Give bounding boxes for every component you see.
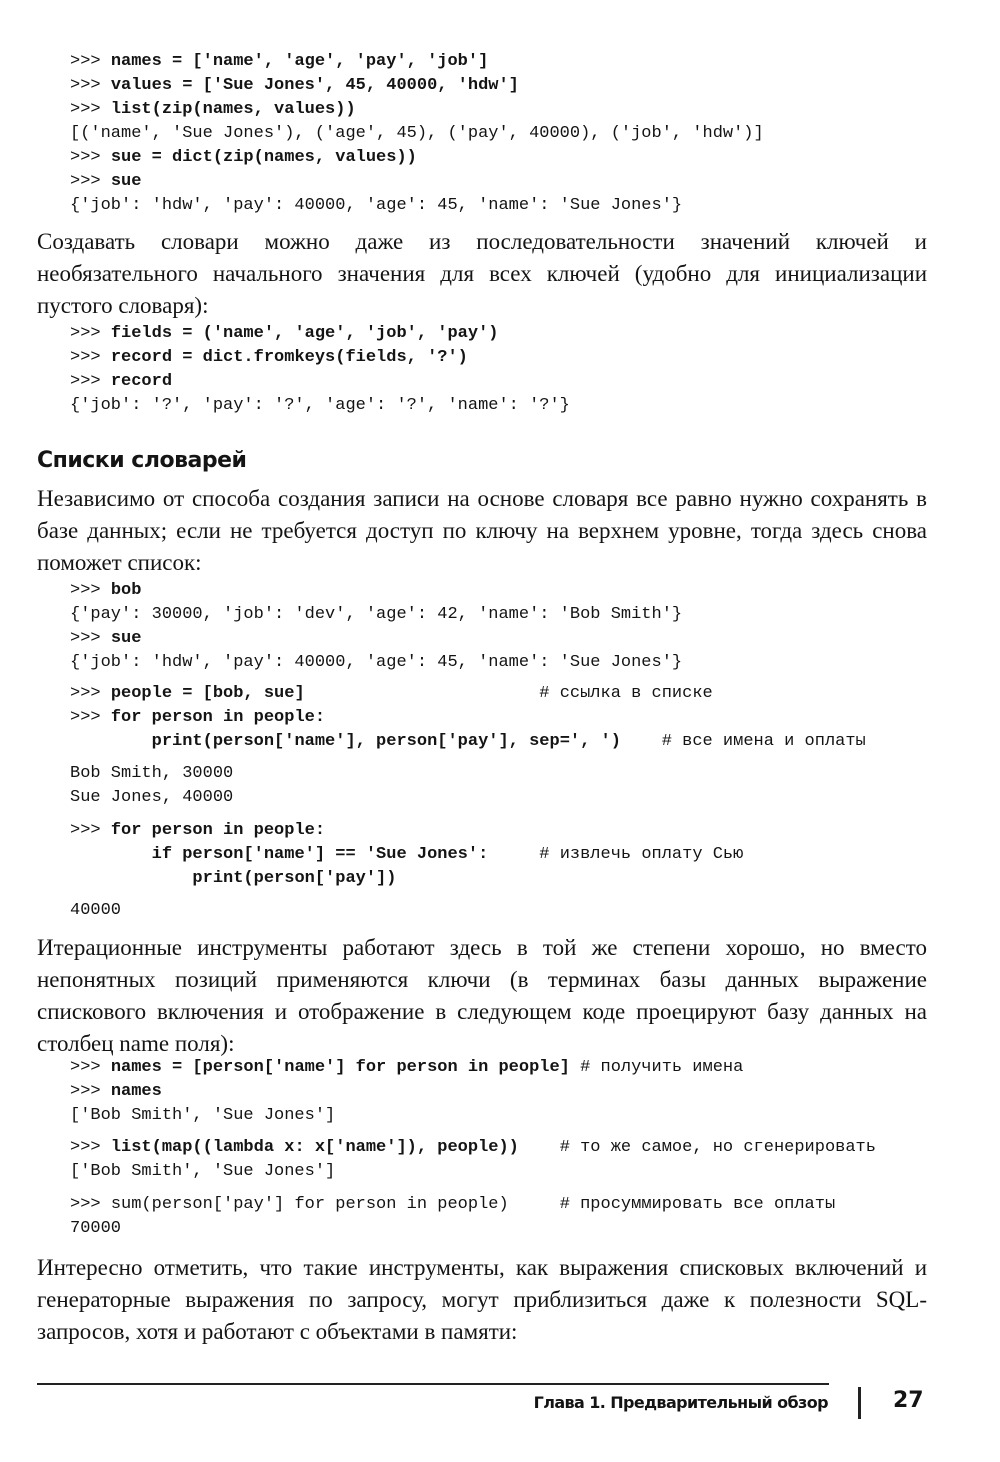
code-line bbox=[70, 122, 764, 146]
code-text: list(map((lambda x: x['name']), people)) bbox=[110, 1138, 519, 1157]
page-number: 27 bbox=[893, 1388, 924, 1413]
code-line bbox=[70, 579, 682, 603]
code-text: sue bbox=[110, 629, 142, 648]
code-text: Bob Smith, 30000 bbox=[70, 764, 234, 783]
code-line bbox=[70, 730, 866, 754]
code-text: print(person['pay']) bbox=[192, 869, 397, 888]
prompt: >>> bbox=[70, 684, 111, 703]
code-line bbox=[70, 50, 764, 74]
chapter-title: Глава 1. Предварительный обзор bbox=[533, 1393, 828, 1412]
prompt: >>> bbox=[70, 372, 111, 391]
code-line bbox=[70, 370, 570, 394]
code-text: {'job': 'hdw', 'pay': 40000, 'age': 45, 'name': 'Sue Jones'} bbox=[70, 196, 683, 215]
prompt bbox=[70, 869, 192, 888]
code-text: fields = ('name', 'age', 'job', 'pay') bbox=[110, 324, 499, 343]
code-line bbox=[70, 762, 233, 786]
prompt: >>> bbox=[70, 1195, 111, 1214]
code-block-zip-dict bbox=[70, 50, 764, 218]
paragraph-list-of-dicts: Независимо от способа создания записи на основе словаря все равно нужно сохранять в базе данных; если не требуется доступ по ключу на верхнем уровне, тогда здесь снова поможет список: bbox=[37, 486, 927, 575]
code-line bbox=[70, 1056, 743, 1080]
prompt: >>> bbox=[70, 708, 111, 727]
code-text: {'job': '?', 'pay': '?', 'age': '?', 'name': '?'} bbox=[70, 396, 570, 415]
code-line bbox=[70, 98, 764, 122]
code-text: record = dict.fromkeys(fields, '?') bbox=[110, 348, 468, 367]
footer-divider bbox=[858, 1387, 861, 1419]
code-text: {'pay': 30000, 'job': 'dev', 'age': 42, 'name': 'Bob Smith'} bbox=[70, 605, 683, 624]
code-line bbox=[70, 819, 743, 843]
code-line bbox=[70, 74, 764, 98]
code-block-filter-output bbox=[70, 899, 121, 923]
code-comment: # все имена и оплаты bbox=[661, 732, 866, 751]
prompt bbox=[70, 845, 152, 864]
code-line bbox=[70, 786, 233, 810]
code-block-if-filter bbox=[70, 819, 743, 891]
code-line bbox=[70, 146, 764, 170]
code-text: {'job': 'hdw', 'pay': 40000, 'age': 45, 'name': 'Sue Jones'} bbox=[70, 653, 683, 672]
code-text: print(person['name'], person['pay'], sep=', ') bbox=[151, 732, 621, 751]
code-text: names bbox=[110, 1082, 162, 1101]
code-text: ['Bob Smith', 'Sue Jones'] bbox=[70, 1106, 336, 1125]
prompt: >>> bbox=[70, 1082, 111, 1101]
prompt: >>> bbox=[70, 581, 111, 600]
prompt: >>> bbox=[70, 348, 111, 367]
code-line bbox=[70, 843, 743, 867]
code-text: ['Bob Smith', 'Sue Jones'] bbox=[70, 1162, 336, 1181]
code-line bbox=[70, 1080, 743, 1104]
code-text: sue bbox=[110, 172, 142, 191]
code-block-comprehension bbox=[70, 1056, 743, 1128]
code-line bbox=[70, 682, 866, 706]
code-text: record bbox=[110, 372, 173, 391]
code-block-map-lambda bbox=[70, 1136, 876, 1184]
code-block-people-loop bbox=[70, 682, 866, 754]
prompt: >>> bbox=[70, 100, 111, 119]
code-text: people = [bob, sue] bbox=[110, 684, 305, 703]
prompt bbox=[70, 732, 152, 751]
prompt: >>> bbox=[70, 821, 111, 840]
code-text: names = [person['name'] for person in people] bbox=[110, 1058, 570, 1077]
prompt: >>> bbox=[70, 1058, 111, 1077]
prompt: >>> bbox=[70, 52, 111, 71]
code-text: Sue Jones, 40000 bbox=[70, 788, 234, 807]
code-line bbox=[70, 651, 682, 675]
prompt: >>> bbox=[70, 1138, 111, 1157]
code-text: for person in people: bbox=[110, 821, 326, 840]
code-line bbox=[70, 867, 743, 891]
code-text: sum(person['pay'] for person in people) bbox=[110, 1195, 509, 1214]
code-line bbox=[70, 170, 764, 194]
paragraph-iteration-tools: Итерационные инструменты работают здесь в той же степени хорошо, но вместо непонятных позиций применяются ключи (в терминах базы данных выражение спискового включения и отображение в следующем коде проецируют базу данных на столбец name поля): bbox=[37, 935, 927, 1056]
code-comment: # получить имена bbox=[580, 1058, 744, 1077]
code-text: sue = dict(zip(names, values)) bbox=[110, 148, 417, 167]
code-text: 70000 bbox=[70, 1219, 122, 1238]
code-block-fromkeys bbox=[70, 322, 570, 418]
prompt: >>> bbox=[70, 148, 111, 167]
prompt: >>> bbox=[70, 629, 111, 648]
code-comment: # то же самое, но сгенерировать bbox=[559, 1138, 876, 1157]
code-text: names = ['name', 'age', 'pay', 'job'] bbox=[110, 52, 489, 71]
prompt: >>> bbox=[70, 172, 111, 191]
prompt: >>> bbox=[70, 324, 111, 343]
code-block-sum bbox=[70, 1193, 835, 1241]
section-heading: Списки словарей bbox=[37, 448, 247, 473]
code-text: for person in people: bbox=[110, 708, 326, 727]
code-line bbox=[70, 706, 866, 730]
code-line bbox=[70, 346, 570, 370]
code-line bbox=[70, 1136, 876, 1160]
code-line bbox=[70, 1160, 876, 1184]
paragraph-fromkeys: Создавать словари можно даже из последовательности значений ключей и необязательного начального значения для всех ключей (удобно для инициализации пустого словаря): bbox=[37, 229, 927, 318]
prompt: >>> bbox=[70, 76, 111, 95]
footer-rule bbox=[37, 1383, 829, 1385]
code-line bbox=[70, 1193, 835, 1217]
code-comment: # просуммировать все оплаты bbox=[559, 1195, 836, 1214]
code-text: bob bbox=[110, 581, 142, 600]
code-line bbox=[70, 627, 682, 651]
code-line bbox=[70, 899, 121, 923]
code-text: [('name', 'Sue Jones'), ('age', 45), ('pay', 40000), ('job', 'hdw')] bbox=[70, 124, 764, 143]
code-text: list(zip(names, values)) bbox=[110, 100, 356, 119]
code-line bbox=[70, 322, 570, 346]
code-line bbox=[70, 394, 570, 418]
code-text: 40000 bbox=[70, 901, 122, 920]
code-line bbox=[70, 603, 682, 627]
paragraph-sql-queries: Интересно отметить, что такие инструменты, как выражения списковых включений и генераторные выражения по запросу, могут приблизиться даже к полезности SQL-запросов, хотя и работают с объектами в памяти: bbox=[37, 1255, 927, 1344]
code-text: values = ['Sue Jones', 45, 40000, 'hdw'] bbox=[110, 76, 519, 95]
code-line bbox=[70, 194, 764, 218]
code-block-bob-sue bbox=[70, 579, 682, 675]
code-comment: # ссылка в списке bbox=[539, 684, 713, 703]
code-block-loop-output bbox=[70, 762, 233, 810]
code-comment: # извлечь оплату Сью bbox=[539, 845, 744, 864]
code-line bbox=[70, 1104, 743, 1128]
code-line bbox=[70, 1217, 835, 1241]
code-text: if person['name'] == 'Sue Jones': bbox=[151, 845, 489, 864]
